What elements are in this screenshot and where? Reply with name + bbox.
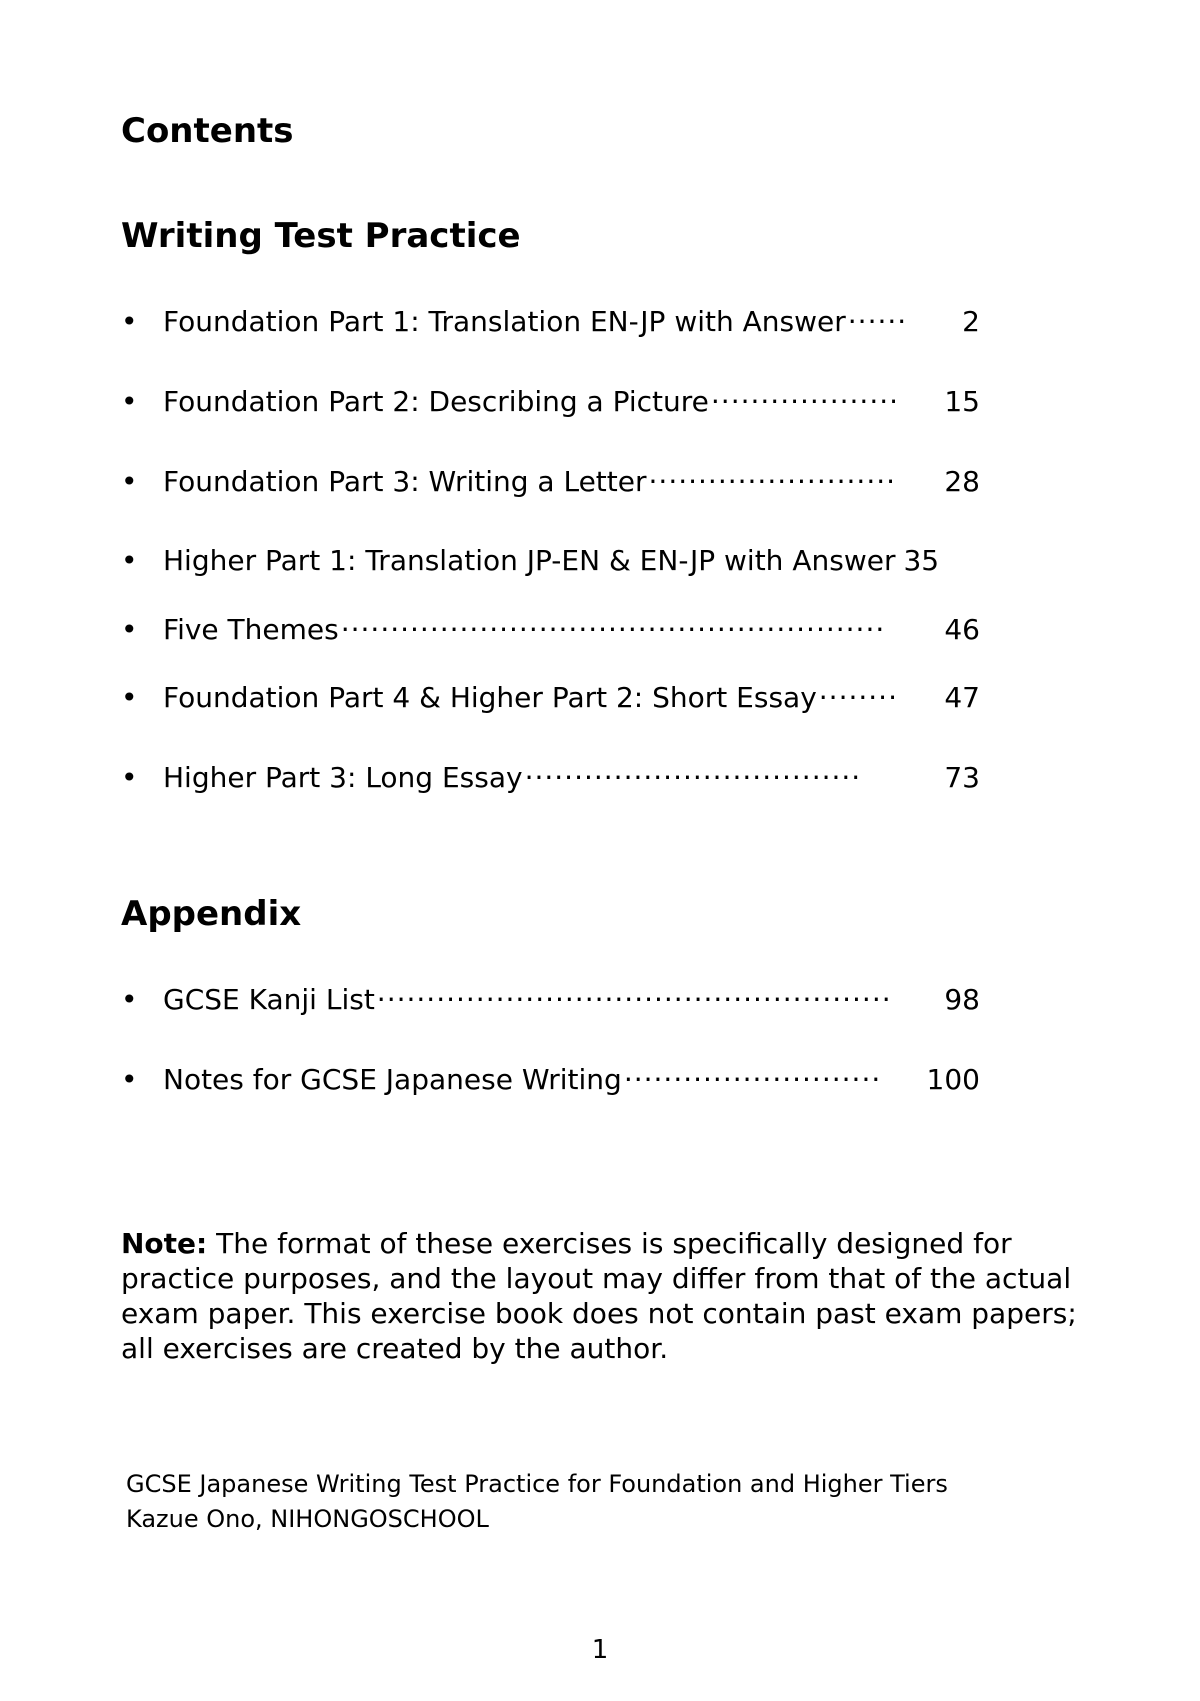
- dot-leader: ········: [818, 681, 898, 714]
- toc-page-number: 35: [903, 544, 940, 577]
- bullet: •: [121, 1063, 138, 1096]
- toc-title: Five Themes: [163, 613, 339, 646]
- bullet: •: [121, 983, 138, 1016]
- toc-title: Foundation Part 3: Writing a Letter: [163, 465, 647, 498]
- dot-leader: ···················: [710, 385, 900, 418]
- toc-page-number: 47: [944, 681, 980, 714]
- bullet: •: [121, 761, 138, 794]
- bullet: •: [121, 613, 138, 646]
- bullet: •: [121, 385, 138, 418]
- bullet: •: [121, 305, 138, 338]
- toc-title: Notes for GCSE Japanese Writing: [163, 1063, 622, 1096]
- toc-item: [121, 302, 981, 342]
- dot-leader: ····················································: [376, 983, 892, 1016]
- dot-leader: ······: [847, 305, 908, 338]
- bullet: •: [121, 681, 138, 714]
- dot-leader: ·······················································: [340, 613, 886, 646]
- toc-page-number: 46: [944, 613, 980, 646]
- page-number: 1: [591, 1635, 609, 1665]
- toc-page-number: 2: [962, 305, 980, 338]
- bullet: •: [121, 465, 138, 498]
- dot-leader: ··································: [524, 761, 862, 794]
- toc-title: Higher Part 3: Long Essay: [163, 761, 523, 794]
- toc-item: [121, 610, 981, 650]
- dot-leader: ··························: [623, 1063, 882, 1096]
- bullet: •: [121, 544, 138, 577]
- toc-page-number: 15: [944, 385, 980, 418]
- toc-item: [121, 678, 981, 718]
- toc-item: [121, 382, 981, 422]
- note-text: The format of these exercises is specifically designed for practice purposes, and the layout may differ from that of the actual exam paper. This exercise book does not contain past exam papers; all exercises are created by the author.: [121, 1227, 1077, 1365]
- contents-heading: Contents: [121, 111, 294, 151]
- footer-author: Kazue Ono, NIHONGOSCHOOL: [126, 1505, 489, 1533]
- toc-page-number: 28: [944, 465, 980, 498]
- toc-title: Foundation Part 4 & Higher Part 2: Short Essay: [163, 681, 817, 714]
- toc-item: [121, 462, 981, 502]
- toc-page-number: 100: [926, 1063, 980, 1096]
- appendix-heading: Appendix: [121, 894, 302, 934]
- toc-item: [121, 541, 981, 581]
- toc-title: Foundation Part 2: Describing a Picture: [163, 385, 709, 418]
- note-label: Note:: [121, 1227, 208, 1260]
- toc-item: [121, 758, 981, 798]
- toc-page-number: 73: [944, 761, 980, 794]
- toc-item: [121, 1060, 981, 1100]
- writing-section-heading: Writing Test Practice: [121, 216, 521, 256]
- dot-leader: ·························: [648, 465, 897, 498]
- footer-book-title: GCSE Japanese Writing Test Practice for Foundation and Higher Tiers: [126, 1470, 948, 1498]
- toc-title: GCSE Kanji List: [163, 983, 375, 1016]
- toc-page-number: 98: [944, 983, 980, 1016]
- toc-item: [121, 980, 981, 1020]
- toc-title: Higher Part 1: Translation JP-EN & EN-JP with Answer: [163, 544, 896, 577]
- toc-title: Foundation Part 1: Translation EN-JP with Answer: [163, 305, 846, 338]
- note-paragraph: [121, 1226, 1081, 1366]
